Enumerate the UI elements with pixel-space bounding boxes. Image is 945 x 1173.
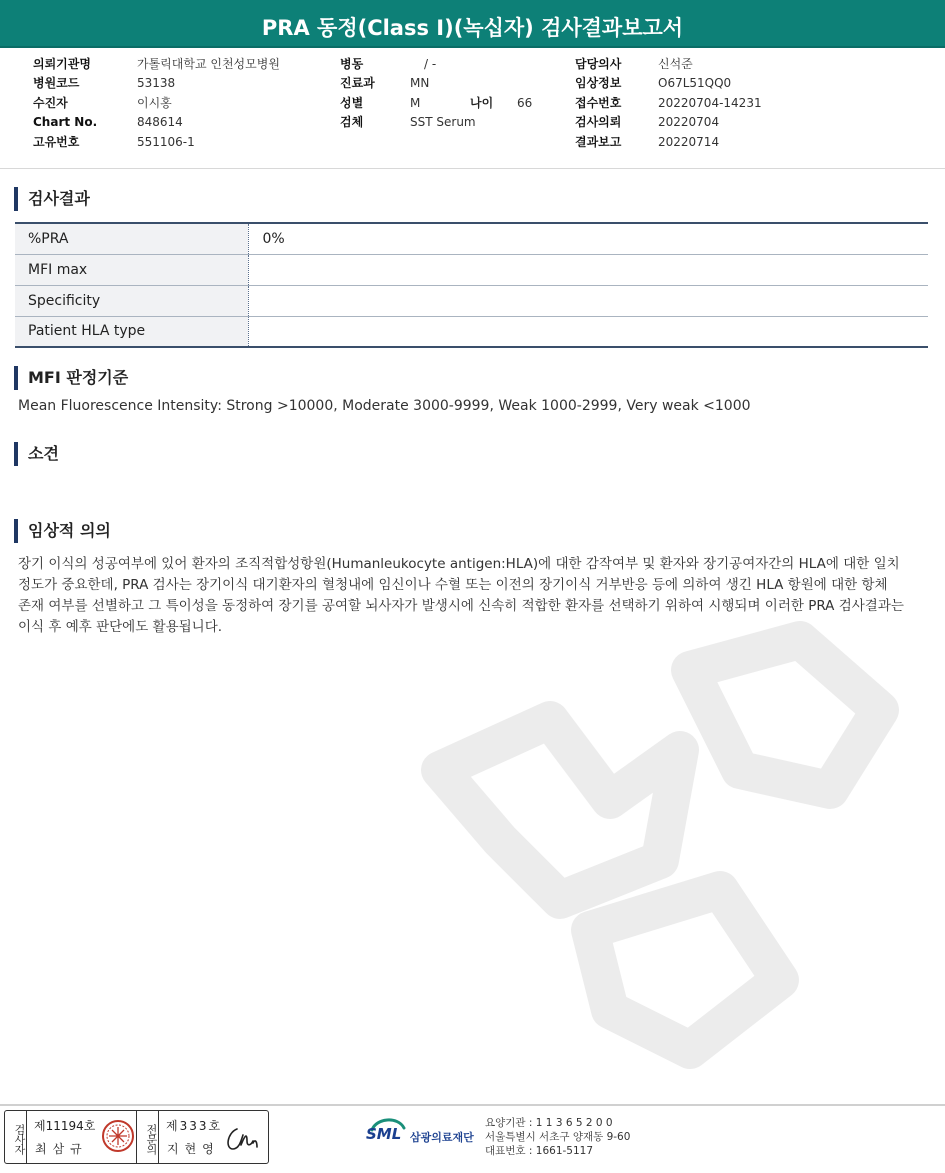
table-row [15,254,928,285]
report-title: PRA 동정(Class I)(녹십자) 검사결과보고서 [0,0,945,48]
org-line: 요양기관 : 1 1 3 6 5 2 0 0 [485,1117,613,1129]
department-value: MN [410,76,430,91]
result-label: %PRA [15,223,248,254]
info-row [33,113,280,132]
info-value: 20220714 [658,134,720,149]
info-key: 의뢰기관명 [33,57,91,71]
info-row [33,94,280,113]
section-title-mfi: MFI 판정기준 [14,366,128,390]
info-row [33,74,280,93]
confirm-cell [159,1111,268,1163]
examiner-license-no: 제11194호 [34,1119,96,1133]
ward-value: / - [424,57,437,71]
info-column-2 [340,55,577,133]
info-key: 임상정보 [575,76,622,91]
watermark-graphic [360,600,945,1100]
clinical-line: 정도가 중요한데, PRA 검사는 장기이식 대기환자의 혈청내에 임신이나 수혈 또는 이전의 장기이식 거부반응 등에 의하여 생긴 HLA 항원에 대한 항체 [18,577,888,593]
section-title-opinion: 소견 [14,442,59,466]
signature-icon [223,1123,261,1155]
section-title-results: 검사결과 [14,187,90,211]
result-label: Patient HLA type [15,316,248,347]
org-line: 서울특별시 서초구 양재동 9-60 [485,1131,631,1143]
info-row [575,113,762,132]
clinical-line: 존재 여부를 선별하고 그 특이성을 동정하여 장기를 공여할 뇌사자가 발생시에 신속히 적합한 환자를 선택하기 위하여 시행되며 이러한 PRA 검사결과는 [18,598,904,614]
info-row [575,55,762,74]
signature-box [4,1110,269,1164]
info-value: O67L51QQ0 [658,76,732,91]
info-row [575,74,762,93]
age-key: 나이 [470,95,494,110]
info-value: 이시홍 [137,95,172,110]
info-row [575,133,762,152]
examiner-name: 최삼규 [35,1142,88,1156]
sex-value: M [410,95,421,110]
info-key: 검사의뢰 [575,115,622,130]
result-label: MFI max [15,254,248,285]
red-seal-icon [101,1119,135,1153]
section-title-clinical: 임상적 의의 [14,519,111,543]
info-row [340,55,577,74]
info-value: 848614 [137,115,183,130]
confirm-name: 지현영 [167,1142,220,1156]
result-value [248,316,928,347]
info-row [575,94,762,113]
result-value: 0% [248,223,928,254]
examiner-label: 검사자 [5,1111,27,1163]
info-row [340,74,577,93]
info-key: 고유번호 [33,134,80,149]
info-column-1 [33,55,280,152]
table-row [15,316,928,347]
result-value [248,254,928,285]
info-value: 53138 [137,76,176,91]
table-row [15,285,928,316]
info-value: 20220704 [658,115,720,130]
result-value [248,285,928,316]
clinical-line: 이식 후 예후 판단에도 활용됩니다. [18,619,223,635]
org-info [485,1116,630,1158]
clinical-line: 장기 이식의 성공여부에 있어 환자의 조직적합성항원(Humanleukocyte antigen:HLA)에 대한 감작여부 및 환자와 장기공여자간의 HLA에 대한 일치 [18,556,900,572]
info-key: 접수번호 [575,95,622,110]
sml-logo-text: SML [366,1125,402,1143]
info-row [33,55,280,74]
info-key: Chart No. [33,115,98,130]
info-value: 가톨릭대학교 인천성모병원 [137,57,280,71]
info-key: 결과보고 [575,134,622,149]
confirm-label: 전문의 [137,1111,159,1163]
info-value: 신석준 [658,57,693,71]
specimen-key: 검체 [340,115,364,130]
info-key: 수진자 [33,95,68,110]
footer-divider [0,1104,945,1106]
header-divider [0,168,945,169]
specimen-value: SST Serum [410,115,476,130]
results-table [15,222,928,348]
info-row [340,113,577,132]
info-key: 병원코드 [33,76,80,91]
sex-key: 성별 [340,95,364,110]
info-column-3 [575,55,762,152]
mfi-criteria-text: Mean Fluorescence Intensity: Strong >10000, Moderate 3000-9999, Weak 1000-2999, Very weak <1000 [18,398,751,414]
result-label: Specificity [15,285,248,316]
age-value: 66 [517,95,533,110]
org-line: 대표번호 : 1661-5117 [485,1145,594,1157]
info-row [340,94,577,113]
info-row [33,133,280,152]
table-row [15,223,928,254]
examiner-cell [27,1111,137,1163]
info-value: 20220704-14231 [658,95,762,110]
ward-key: 병동 [340,57,364,71]
department-key: 진료과 [340,76,375,91]
clinical-text [18,554,930,638]
confirm-license-no: 제333호 [166,1119,223,1133]
org-name: 삼광의료재단 [410,1131,474,1144]
info-key: 담당의사 [575,57,622,71]
info-value: 551106-1 [137,134,195,149]
